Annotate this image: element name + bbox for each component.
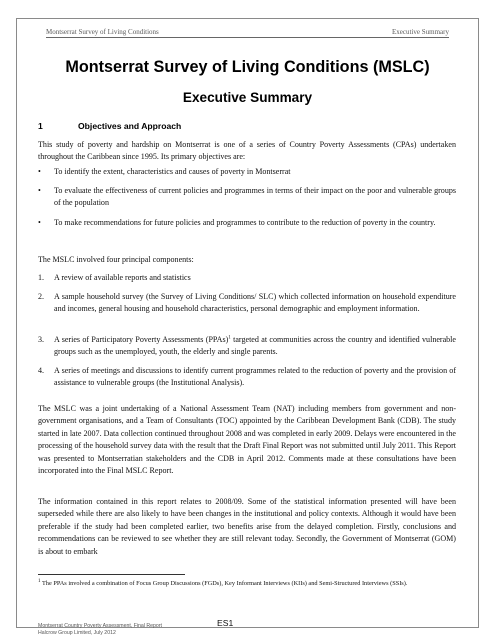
document-title: Montserrat Survey of Living Conditions (MSLC)	[65, 58, 430, 76]
component-number: 4.	[38, 366, 45, 375]
objective-item	[38, 166, 456, 178]
objective-text: To make recommendations for future policies and programmes to contribute to the reduction of poverty in the country.	[54, 218, 436, 227]
footer-publisher: Halcrow Group Limited, July 2012	[38, 629, 116, 636]
bullet-icon: •	[38, 186, 41, 195]
component-text-b: targeted at communities across the country and identified vulnerable groups such as the unemployed, youth, the elderly and single parents.	[54, 335, 456, 357]
footnote-divider	[38, 574, 185, 575]
components-intro: The MSLC involved four principal components:	[38, 255, 194, 264]
footnote-text: The PPAs involved a combination of Focus Group Discussions (FGDs), Key Informant Interviews (KIIs) and Semi-Structured Interviews (SSIs).	[40, 580, 408, 587]
component-item	[38, 272, 456, 284]
component-number: 2.	[38, 292, 45, 301]
footnote	[38, 579, 456, 588]
section-number: 1	[38, 121, 43, 131]
page-number: ES1	[217, 618, 234, 628]
footer-report-title: Montserrat Country Poverty Assessment, Final Report	[38, 623, 162, 629]
section-heading	[38, 121, 181, 131]
component-number: 1.	[38, 273, 45, 282]
component-item	[38, 291, 456, 316]
component-text-a: A series of Participatory Poverty Assessments (PPAs)	[54, 335, 229, 344]
bullet-icon: •	[38, 167, 41, 176]
footnote-mark: 1	[38, 578, 41, 584]
footnote-ref: 1	[228, 335, 231, 341]
component-item	[38, 334, 456, 359]
section-title: Objectives and Approach	[78, 121, 182, 131]
objective-item	[38, 185, 456, 210]
bullet-icon: •	[38, 218, 41, 227]
page-footer	[38, 623, 162, 636]
component-number: 3.	[38, 335, 45, 344]
objective-text: To evaluate the effectiveness of current policies and programmes in terms of their impact on the poor and vulnerable groups of the population	[54, 186, 456, 208]
component-text: A review of available reports and statistics	[54, 273, 191, 282]
component-text	[54, 334, 456, 359]
objective-text: To identify the extent, characteristics and causes of poverty in Montserrat	[54, 167, 291, 176]
objective-item	[38, 217, 456, 229]
component-text: A series of meetings and discussions to identify current programmes related to the reduction of poverty and the provision of assistance to vulnerable groups (the Institutional Analysis).	[54, 366, 456, 388]
header-left: Montserrat Survey of Living Conditions	[46, 28, 159, 36]
component-item	[38, 365, 456, 390]
intro-paragraph: This study of poverty and hardship on Montserrat is one of a series of Country Poverty Assessments (CPAs) undertaken throughout the Caribbean since 1995. Its primary objectives are:	[38, 140, 456, 162]
running-header	[46, 24, 449, 38]
information-paragraph: The information contained in this report relates to 2008/09. Some of the statistical information presented will have been superseded while there are also likely to have been changes in the institutional and policy contexts. Although it would have been preferable if the study had been completed earlier, two benefits arise from the delayed completion. Firstly, conclusions and recommendations can be reviewed to see whether they are still relevant today. Secondly, the Government of Montserrat (GOM) is about to embark	[38, 497, 456, 556]
component-text: A sample household survey (the Survey of Living Conditions/ SLC) which collected information on household expenditure and incomes, general housing and household characteristics, personal demographic and employment information.	[54, 292, 456, 314]
document-subtitle: Executive Summary	[182, 90, 313, 105]
joint-undertaking-paragraph: The MSLC was a joint undertaking of a National Assessment Team (NAT) including members from government and non-government organisations, and a Team of Consultants (TOC) appointed by the Caribbean Development Bank (CDB). The study started in late 2007. Data collection continued throughout 2008 and was completed in early 2009. Delays were encountered in the processing of the household survey data with the result that the Draft Final Report was not submitted until July 2011. This Report was presented to Montserratian stakeholders and the CDB in April 2012. Comments made at these consultations have been incorporated into the Final MSLC Report.	[38, 404, 456, 476]
header-right: Executive Summary	[392, 28, 449, 36]
